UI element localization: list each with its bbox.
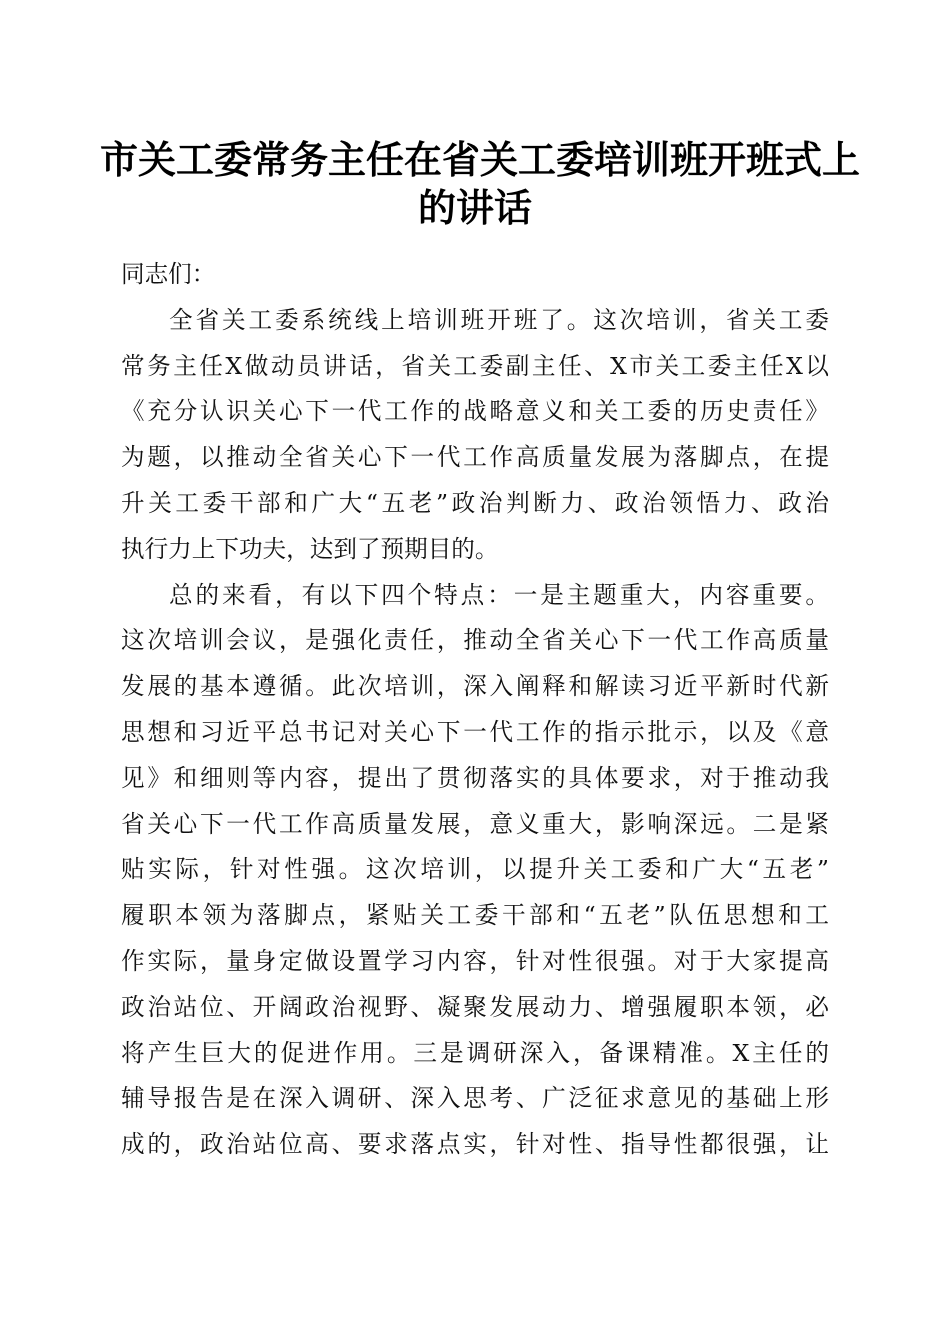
paragraph-line: 升关工委干部和广大“五老”政治判断力、政治领悟力、政治 [121,488,829,517]
title-line-1: 市关工委常务主任在省关工委培训班开班式上 [100,137,861,182]
paragraph-line: 政治站位、开阔政治视野、凝聚发展动力、增强履职本领，必 [121,992,829,1021]
paragraph-line: 常务主任X做动员讲话，省关工委副主任、X市关工委主任X以 [121,351,829,380]
paragraph-line: 这次培训会议，是强化责任，推动全省关心下一代工作高质量 [121,626,829,655]
paragraph-line: 辅导报告是在深入调研、深入思考、广泛征求意见的基础上形 [121,1084,829,1113]
paragraph-line: 总的来看，有以下四个特点：一是主题重大，内容重要。 [169,580,829,609]
paragraph-line: 思想和习近平总书记对关心下一代工作的指示批示，以及《意 [121,717,829,746]
paragraph-line: 履职本领为落脚点，紧贴关工委干部和“五老”队伍思想和工 [121,901,829,930]
salutation: 同志们： [121,260,216,288]
paragraph-line: 将产生巨大的促进作用。三是调研深入，备课精准。X主任的 [121,1038,829,1067]
paragraph-line: 为题，以推动全省关心下一代工作高质量发展为落脚点，在提 [121,443,829,472]
paragraph-2 [121,573,829,1168]
document-title [100,136,861,232]
paragraph-line: 执行力上下功夫，达到了预期目的。 [121,534,499,563]
title-line-2: 的讲话 [417,185,532,230]
paragraph-line: 作实际，量身定做设置学习内容，针对性很强。对于大家提高 [121,946,829,975]
paragraph-line: 全省关工委系统线上培训班开班了。这次培训，省关工委 [169,305,829,334]
document-body [121,252,829,1168]
paragraph-line: 贴实际，针对性强。这次培训，以提升关工委和广大“五老” [121,855,829,884]
paragraph-line: 《充分认识关心下一代工作的战略意义和关工委的历史责任》 [121,397,829,426]
paragraph-line: 省关心下一代工作高质量发展，意义重大，影响深远。二是紧 [121,809,829,838]
paragraph-line: 发展的基本遵循。此次培训，深入阐释和解读习近平新时代新 [121,672,829,701]
paragraph-line: 成的，政治站位高、要求落点实，针对性、指导性都很强，让 [121,1130,829,1159]
paragraph-line: 见》和细则等内容，提出了贯彻落实的具体要求，对于推动我 [121,763,829,792]
paragraph-1 [121,298,829,573]
